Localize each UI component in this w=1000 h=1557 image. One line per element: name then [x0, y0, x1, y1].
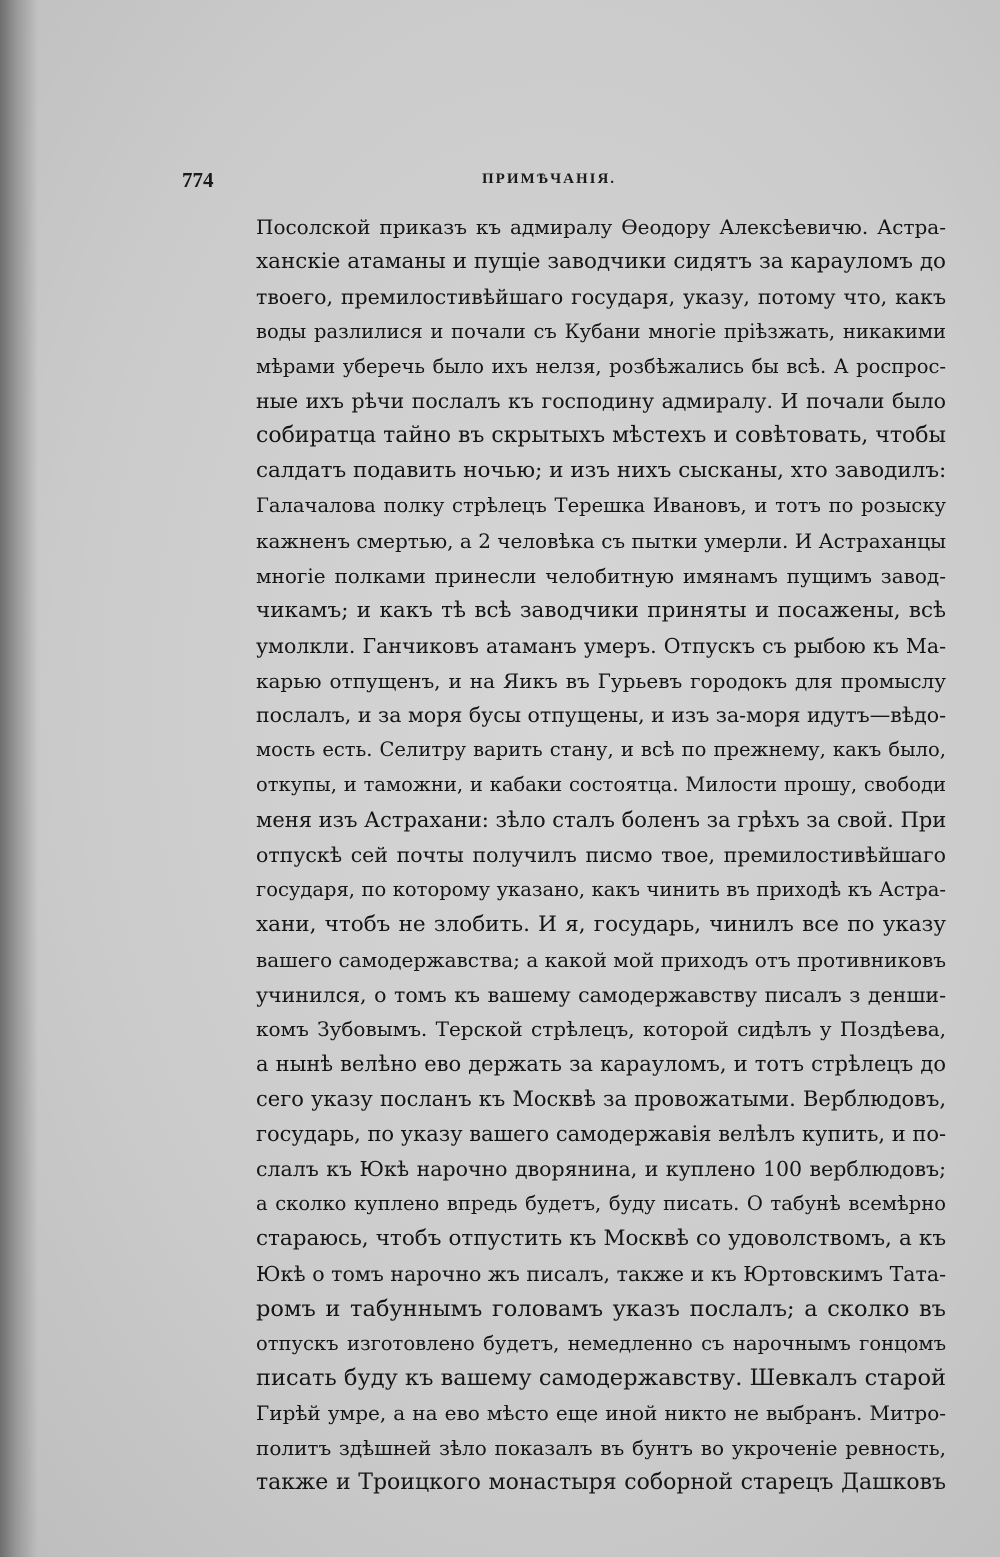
text-line: ханскіе атаманы и пущіе заводчики сидятъ за карауломъ до	[256, 248, 946, 274]
body-text	[256, 210, 946, 1501]
text-line: карью отпущенъ, и на Яикъ въ Гурьевъ городокъ для промыслу	[256, 668, 946, 693]
text-line: салдатъ подавить ночью; и изъ нихъ сысканы, хто заводилъ:	[256, 458, 947, 484]
text-line: кажненъ смертью, а 2 человѣка съ пытки умерли. И Астраханцы	[256, 529, 946, 554]
text-line: а нынѣ велѣно ево держать за карауломъ, и тотъ стрѣлецъ до	[256, 1052, 946, 1077]
text-line: многіе полками принесли челобитную имянамъ пущимъ завод-	[256, 563, 946, 588]
text-line: меня изъ Астрахани: зѣло сталъ боленъ за грѣхъ за свой. При	[256, 808, 947, 833]
text-line: ромъ и табуннымъ головамъ указъ послалъ; а сколко въ	[256, 1295, 946, 1322]
text-line: писать буду къ вашему самодержавству. Шевкалъ старой	[256, 1365, 946, 1392]
binding-shadow	[0, 0, 38, 1557]
text-line: Юкѣ о томъ нарочно жъ писалъ, также и къ Юртовскимъ Тата-	[256, 1261, 946, 1286]
text-line: а сколко куплено впредь будетъ, буду писать. О табунѣ всемѣрно	[256, 1191, 946, 1215]
page-number: 774	[182, 168, 214, 192]
text-line: Посолской приказъ къ адмиралу Ѳеодору Алексѣевичю. Астра-	[256, 215, 946, 239]
text-line: мѣрами уберечь было ихъ нелзя, розбѣжались бы всѣ. А роспрос-	[256, 354, 946, 378]
text-line: чикамъ; и какъ тѣ всѣ заводчики приняты и посажены, всѣ	[256, 597, 946, 623]
text-line: сего указу посланъ къ Москвѣ за провожатыми. Верблюдовъ,	[256, 1087, 946, 1112]
text-line: комъ Зубовымъ. Терской стрѣлецъ, которой сидѣлъ у Поздѣева,	[256, 1017, 946, 1042]
text-line: учинился, о томъ къ вашему самодержавству писалъ з денши-	[256, 982, 946, 1007]
text-line: Галачалова полку стрѣлецъ Терешка Ивановъ, и тотъ по розыску	[256, 494, 946, 518]
text-line: собиратца тайно въ скрытыхъ мѣстехъ и совѣтовать, чтобы	[256, 423, 947, 449]
text-line: Гирѣй умре, а на ево мѣсто еще иной никто не выбранъ. Митро-	[256, 1401, 946, 1426]
text-line: государь, по указу вашего самодержавія велѣлъ купить, и по-	[256, 1122, 947, 1147]
text-line: откупы, и таможни, и кабаки состоятца. Милости прошу, свободи	[256, 773, 946, 797]
text-line: ные ихъ рѣчи послалъ къ господину адмиралу. И почали было	[256, 389, 946, 414]
text-line: воды разлилися и почали съ Кубани многіе пріѣзжать, никакими	[256, 319, 946, 343]
text-line: также и Троицкого монастыря соборной старецъ Дашковъ	[256, 1470, 946, 1496]
text-line: вашего самодержавства; а какой мой приходъ отъ противниковъ	[256, 947, 946, 972]
text-line: хани, чтобъ не злобить. И я, государь, чинилъ все по указу	[256, 911, 946, 937]
text-line: послалъ, и за моря бусы отпущены, и изъ за-моря идутъ—вѣдо-	[256, 703, 946, 728]
page-header	[182, 168, 922, 198]
text-line: отпускъ изготовлено будетъ, немедленно съ нарочнымъ гонцомъ	[256, 1331, 946, 1355]
text-line: умолкли. Ганчиковъ атаманъ умеръ. Отпускъ съ рыбою къ Ма-	[256, 633, 946, 658]
text-line: стараюсь, чтобъ отпустить къ Москвѣ со удоволствомъ, а къ	[256, 1225, 946, 1251]
text-line: слалъ къ Юкѣ нарочно дворянина, и куплено 100 верблюдовъ;	[256, 1157, 946, 1182]
text-line: мость есть. Селитру варить стану, и всѣ по прежнему, какъ было,	[256, 738, 946, 762]
text-line: политъ здѣшней зѣло показалъ въ бунтъ во укроченіе ревность,	[256, 1436, 946, 1461]
running-head: ПРИМѢЧАНІЯ.	[482, 171, 617, 187]
text-line: твоего, премилостивѣйшаго государя, указу, потому что, какъ	[256, 284, 946, 309]
text-line: отпускѣ сей почты получилъ писмо твое, премилостивѣйшаго	[256, 843, 946, 868]
text-line: государя, по которому указано, какъ чинить въ приходѣ къ Астра-	[256, 877, 946, 901]
